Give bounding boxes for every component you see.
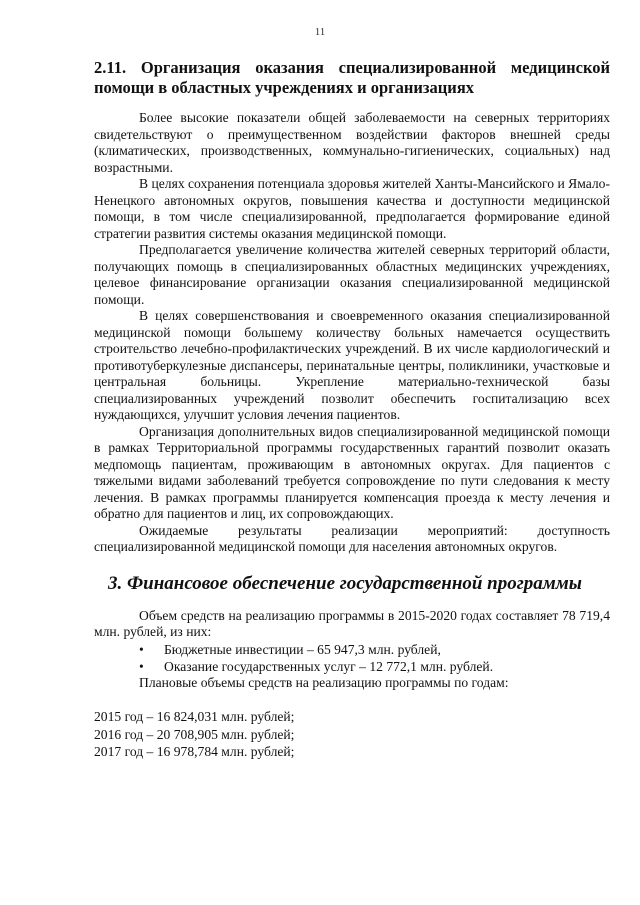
list-item: • Бюджетные инвестиции – 65 947,3 млн. рублей, <box>94 641 610 658</box>
page-number: 11 <box>314 26 326 38</box>
page-content <box>94 58 610 761</box>
paragraph: Предполагается увеличение количества жителей северных территорий области, получающих помощь в специализированных областных медицинских учреждениях, целевое финансирование организации оказания специализированной медицинской помощи. <box>94 242 610 307</box>
section-3-title: 3. Финансовое обеспечение государственной программы <box>108 572 582 594</box>
year-item: 2017 год – 16 978,784 млн. рублей; <box>94 744 295 759</box>
paragraph: Более высокие показатели общей заболеваемости на северных территориях свидетельствуют о преимущественном воздействии факторов внешней среды (климатических, производственных, коммунально-гигиенических, социальных) над возрастными. <box>94 110 610 175</box>
paragraph: Ожидаемые результаты реализации мероприятий: доступность специализированной медицинской помощи для населения автономных округов. <box>94 522 610 554</box>
paragraph: Организация дополнительных видов специализированной медицинской помощи в рамках Территориальной программы государственных гарантий позволит оказать медпомощь пациентам, проживающим в автономных округах. Для пациентов с тяжелыми видами заболеваний требуется сопровождение по пути следования к месту лечения. В рамках программы планируется компенсация проезда к месту лечения и обратно для пациентов и лиц, их сопровождающих. <box>94 423 610 521</box>
plan-intro: Плановые объемы средств на реализацию программы по годам: <box>139 674 509 690</box>
list-item: • Оказание государственных услуг – 12 772,1 млн. рублей. <box>94 658 610 675</box>
section-2-11-title: 2.11. Организация оказания специализированной медицинской помощи в областных учреждениях и организациях <box>94 58 610 97</box>
year-item: 2015 год – 16 824,031 млн. рублей; <box>94 709 295 724</box>
funding-list <box>94 641 610 675</box>
year-item: 2016 год – 20 708,905 млн. рублей; <box>94 726 295 742</box>
paragraph: В целях сохранения потенциала здоровья жителей Ханты-Мансийского и Ямало-Ненецкого автономных округов, повышения качества и доступности медицинской помощи, в том числе специализированной, предполагается формирование единой стратегии развития системы оказания медицинской помощи. <box>94 176 610 241</box>
funding-intro: Объем средств на реализацию программы в 2015-2020 годах составляет 78 719,4 млн. рублей, из них: <box>94 607 610 639</box>
paragraph: В целях совершенствования и своевременного оказания специализированной медицинской помощи большему количеству больных намечается осуществить строительство лечебно-профилактических учреждений. В их числе кардиологический и противотуберкулезные диспансеры, перинатальные центры, поликлиники, участковые и центральная больницы. Укрепление материально-технической базы специализированных учреждений позволит обеспечить госпитализацию всех нуждающихся, улучшит условия лечения пациентов. <box>94 308 610 422</box>
year-list <box>94 708 610 761</box>
